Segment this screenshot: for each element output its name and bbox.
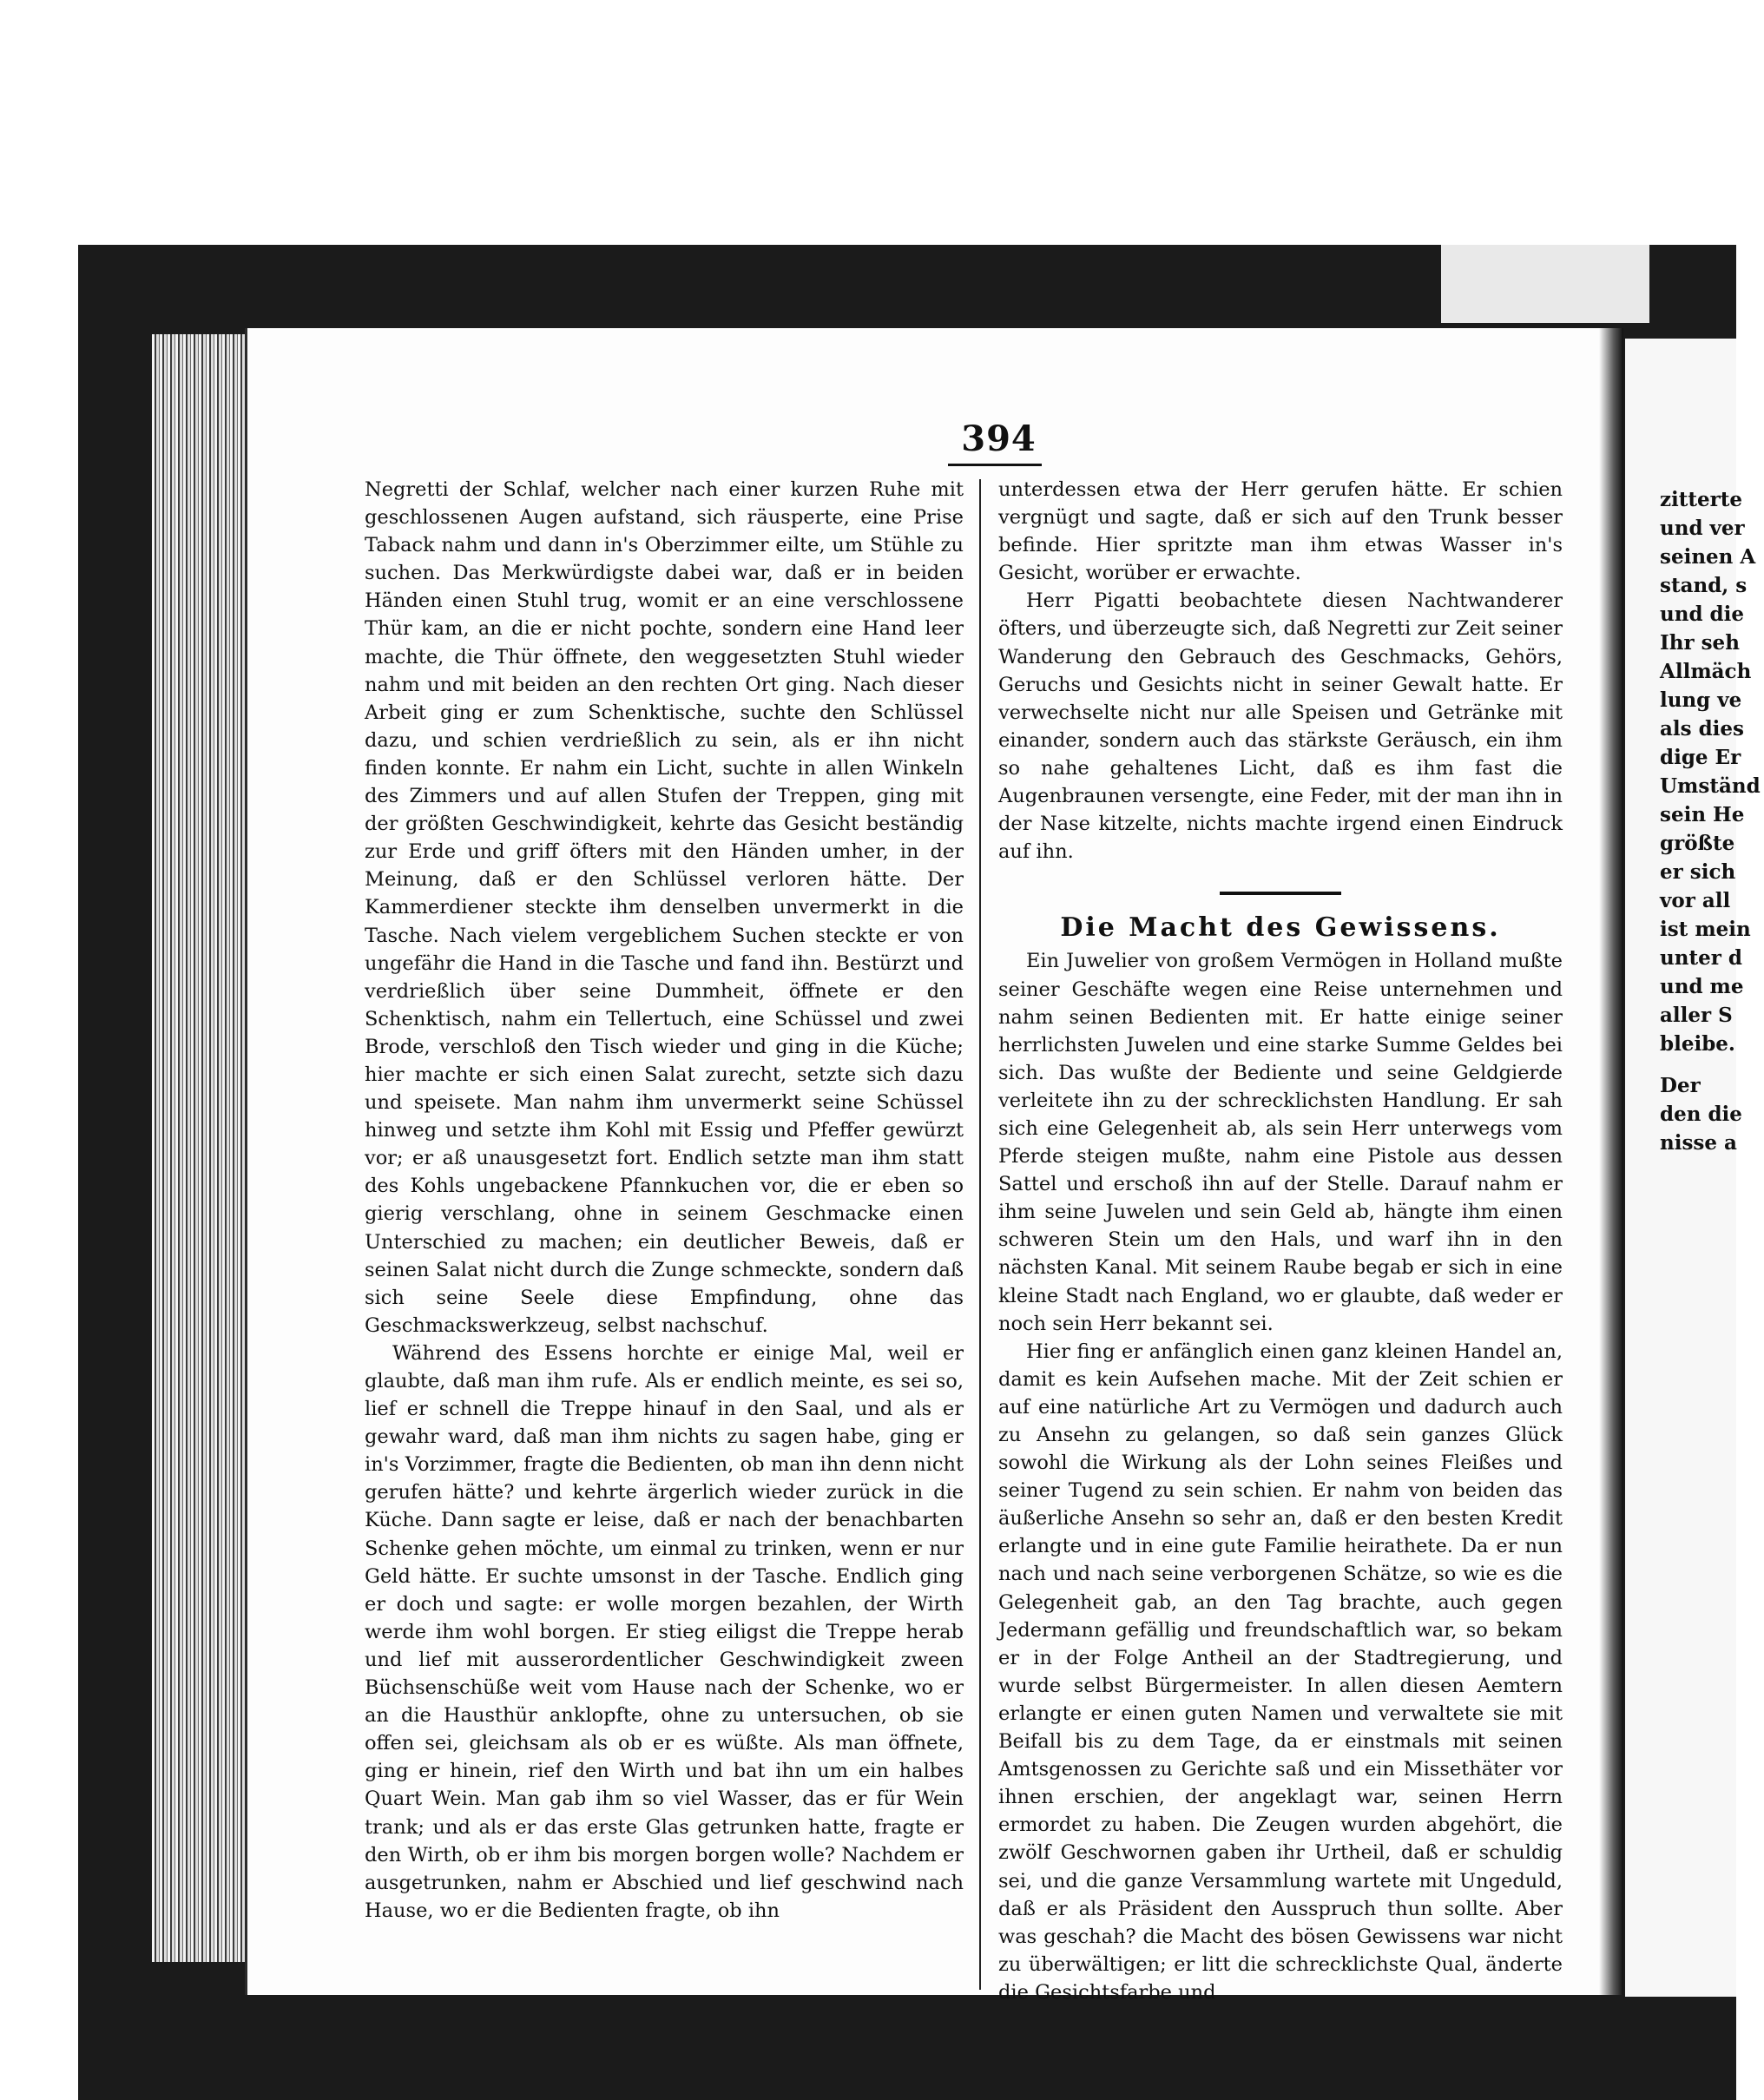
scan-background-gap	[1441, 245, 1649, 323]
facing-page	[1625, 339, 1761, 1997]
facing-page-line: Umständ	[1660, 774, 1761, 798]
facing-page-line: bleibe.	[1660, 1032, 1735, 1056]
facing-page-line: aller S	[1660, 1004, 1733, 1027]
paragraph: unterdessen etwa der Herr gerufen hätte. Er schien vergnügt und sagte, daß er sich auf den Trunk besser befinde. Hier spritzte man ihm etwas Wasser in's Gesicht, worüber er erwachte.	[998, 478, 1563, 585]
section-title: Die Macht des Gewissens.	[1060, 912, 1501, 944]
facing-page-line: den die	[1660, 1103, 1742, 1126]
facing-page-line: seinen A	[1660, 545, 1756, 569]
paragraph: Herr Pigatti beobachtete diesen Nachtwanderer öfters, und überzeugte sich, daß Negretti zur Zeit seiner Wanderung den Gebrauch des Geschmacks, Gehörs, Geruchs und Gesichts nicht in seiner Gewalt hatte. Er verwechselte nicht nur alle Speisen und Getränke mit einander, sondern auch das stärkste Geräusch, ein ihm so nahe gehaltenes Licht, daß es ihm fast die Augenbraunen versengte, eine Feder, mit der man ihn in der Nase kitzelte, nichts machte irgend einen Eindruck auf ihn.	[998, 589, 1563, 864]
facing-page-line: Allmäch	[1660, 660, 1752, 683]
paragraph: Negretti der Schlaf, welcher nach einer kurzen Ruhe mit geschlossenen Augen aufstand, sich räusperte, eine Prise Taback nahm und dann in's Oberzimmer eilte, um Stühle zu suchen. Das Merkwürdigste dabei war, daß er in beiden Händen einen Stuhl trug, womit er an eine verschlossene Thür kam, an die er nicht pochte, sondern eine Hand leer machte, die Thür öffnete, den weggesetzten Stuhl wieder nahm und mit beiden an den rechten Ort ging. Nach dieser Arbeit ging er zum Schenktische, suchte den Schlüssel dazu, und schien verdrießlich zu sein, als er ihn nicht finden konnte. Er nahm ein Licht, suchte in allen Winkeln des Zimmers und auf allen Stufen der Treppen, ging mit der größten Geschwindigkeit, kehrte das Gesicht beständig zur Erde und griff öfters mit den Händen umher, in der Meinung, daß er den Schlüssel verloren hätte. Der Kammerdiener steckte ihm denselben unvermerkt in die Tasche. Nach vielem vergeblichem Suchen steckte er von ungefähr die Hand in die Tasche und fand ihn. Bestürzt und verdrießlich über seine Dummheit, öffnete er den Schenktisch, nahm ein Tellertuch, eine Schüssel und zwei Brode, verschloß den Tisch wieder und ging in die Küche; hier machte er sich einen Salat zurecht, setzte sich dazu und speisete. Man nahm ihm unvermerkt seine Schüssel hinweg und setzte ihm Kohl mit Essig und Pfeffer gewürzt vor; er aß unausgesetzt fort. Endlich setzte man ihm statt des Kohls ungebackene Pfannkuchen vor, die er eben so gierig verschlang, ohne in seinem Geschmacke einen Unterschied zu machen; ein deutlicher Beweis, daß er seinen Salat nicht durch die Zunge schmeckte, sondern daß sich seine Seele diese Empfindung, ohne das Geschmackswerkzeug, selbst nachschuf.	[365, 478, 964, 1337]
page-number: 394	[961, 418, 1037, 459]
facing-page-line: Ihr seh	[1660, 631, 1740, 655]
left-column	[365, 476, 964, 1925]
facing-page-line: sein He	[1660, 803, 1745, 826]
facing-page-line: stand, s	[1660, 574, 1748, 597]
facing-page-line: als dies	[1660, 717, 1744, 741]
facing-page-line: zitterte	[1660, 488, 1743, 511]
facing-page-line: und ver	[1660, 517, 1745, 540]
facing-page-line: er sich	[1660, 860, 1736, 884]
facing-page-line: dige Er	[1660, 746, 1741, 769]
paragraph: Ein Juwelier von großem Vermögen in Holland mußte seiner Geschäfte wegen eine Reise unternehmen und nahm seinen Bedienten mit. Er hatte einige seiner herrlichsten Juwelen und eine starke Summe Geldes bei sich. Das wußte der Bediente und seine Geldgierde verleitete ihn zu der schrecklichsten Handlung. Er sah sich eine Gelegenheit ab, als sein Herr unterwegs vom Pferde steigen mußte, nahm eine Pistole aus dessen Sattel und erschoß ihn auf der Stelle. Darauf nahm er ihm seine Juwelen und sein Geld ab, hängte ihm einen schweren Stein um den Hals, und warf ihn in den nächsten Kanal. Mit seinem Raube begab er sich in eine kleine Stadt nach England, wo er glaubte, daß weder er noch sein Herr bekannt sei.	[998, 950, 1563, 1335]
facing-page-line: und die	[1660, 602, 1744, 626]
facing-page-line: und me	[1660, 975, 1744, 998]
page-number-rule	[948, 464, 1042, 466]
paragraph: Hier fing er anfänglich einen ganz kleinen Handel an, damit es kein Aufsehen mache. Mit der Zeit schien er auf eine natürliche Art zu Vermögen und dadurch auch zu Ansehn zu gelangen, so daß sein ganzes Glück sowohl die Wirkung als der Lohn seines Fleißes und seiner Tugend zu sein schien. Er nahm von beiden das äußerliche Ansehn so sehr an, daß er den besten Kredit erlangte und in eine gute Familie heirathete. Da er nun nach und nach seine verborgenen Schätze, so wie es die Gelegenheit gab, an den Tag brachte, auch gegen Jedermann gefällig und freundschaftlich war, so bekam er in der Folge Antheil an der Stadtregierung, und wurde selbst Bürgermeister. In allen diesen Aemtern erlangte er einen guten Namen und verwaltete sie mit Beifall bis zu dem Tage, da er einstmals mit seinen Amtsgenossen zu Gerichte saß und ein Missethäter vor ihnen erschien, der angeklagt war, seinen Herrn ermordet zu haben. Die Zeugen wurden abgehört, die zwölf Geschwornen gaben ihr Urtheil, daß er schuldig sei, und die ganze Versammlung wartete mit Ungeduld, daß er als Präsident den Ausspruch thun sollte. Aber was geschah? die Macht des bösen Gewissens war nicht zu überwältigen; er litt die schrecklichste Qual, änderte die Gesichtsfarbe und	[998, 1340, 1563, 2004]
right-column	[998, 476, 1563, 2006]
section-rule	[1220, 892, 1341, 895]
column-divider	[979, 479, 981, 1990]
facing-page-line: größte	[1660, 832, 1735, 855]
paragraph: Während des Essens horchte er einige Mal, weil er glaubte, daß man ihm rufe. Als er endlich meinte, es sei so, lief er schnell die Treppe hinauf in den Saal, und als er gewahr ward, daß man ihm nichts zu sagen habe, ging er in's Vorzimmer, fragte die Bedienten, ob man ihn denn nicht gerufen hätte? und kehrte ärgerlich wieder zurück in die Küche. Dann sagte er leise, daß er nach der benachbarten Schenke gehen möchte, um einmal zu trinken, wenn er nur Geld hätte. Er suchte umsonst in der Tasche. Endlich ging er doch und sagte: er wolle morgen bezahlen, der Wirth werde ihm wohl borgen. Er stieg eiligst die Treppe herab und lief mit ausserordentlicher Geschwindigkeit zween Büchsenschüße weit vom Hause nach der Schenke, wo er an die Hausthür anklopfte, ohne zu untersuchen, ob sie offen sei, gleichsam als ob er es wüßte. Als man öffnete, ging er hinein, rief den Wirth und bat ihn um ein halbes Quart Wein. Man gab ihm so viel Wasser, das er für Wein trank; und als er das erste Glas getrunken hatte, fragte er den Wirth, ob er ihm bis morgen borgen wolle? Nachdem er ausgetrunken, nahm er Abschied und lief geschwind nach Hause, wo er die Bedienten fragte, ob ihn	[365, 1341, 964, 1922]
facing-page-line: nisse a	[1660, 1131, 1737, 1155]
book-gutter	[1599, 328, 1623, 1995]
facing-page-line: unter d	[1660, 946, 1742, 970]
facing-page-line: vor all	[1660, 889, 1731, 912]
facing-page-line: Der	[1660, 1074, 1701, 1097]
book-page-edges	[152, 334, 247, 1962]
facing-page-line: ist mein	[1660, 918, 1751, 941]
facing-page-line: lung ve	[1660, 688, 1742, 712]
